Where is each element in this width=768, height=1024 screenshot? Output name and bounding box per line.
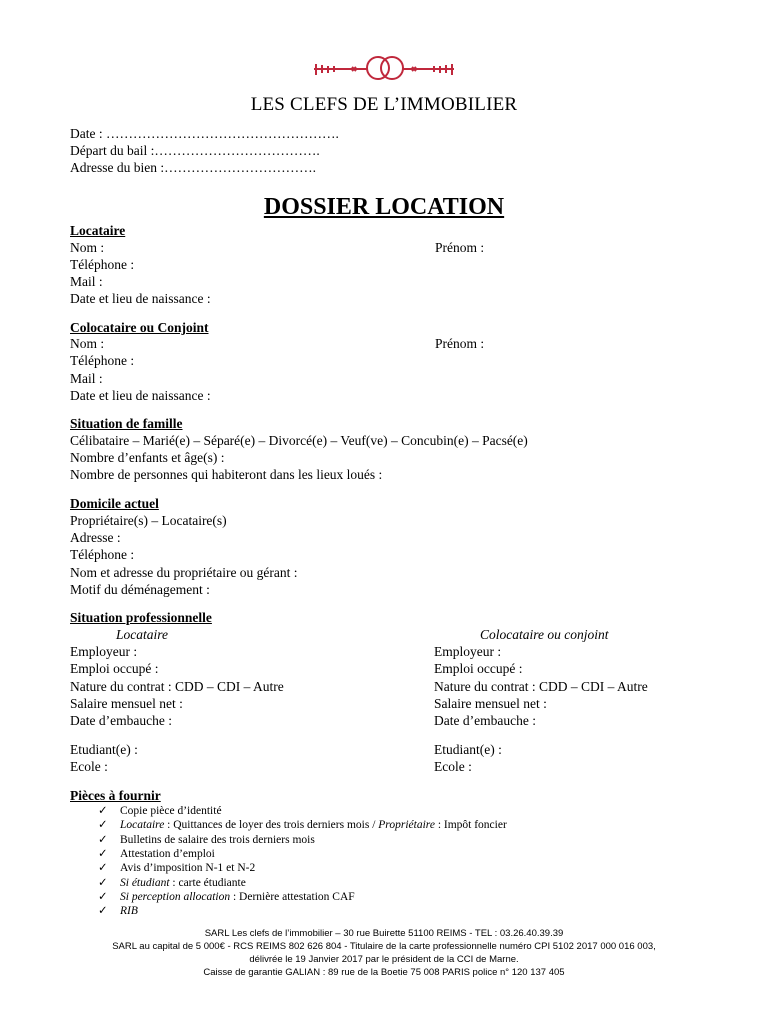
locataire-nom: Nom : (70, 240, 105, 255)
section-heading-colocataire: Colocataire ou Conjoint (70, 320, 209, 335)
piece-item (98, 890, 355, 904)
company-logo (312, 52, 456, 82)
colocataire-prenom: Prénom : (435, 336, 485, 351)
pro-left-contrat: Nature du contrat : CDD – CDI – Autre (70, 679, 284, 694)
domicile-adresse: Adresse : (70, 530, 121, 545)
famille-options: Célibataire – Marié(e) – Séparé(e) – Divorcé(e) – Veuf(ve) – Concubin(e) – Pacsé(e) (70, 433, 528, 448)
pro-right-embauche: Date d’embauche : (434, 713, 536, 728)
locataire-prenom: Prénom : (435, 240, 485, 255)
footer-line-3: délivrée le 19 Janvier 2017 par le président de la CCI de Marne. (249, 954, 519, 965)
piece-item (98, 804, 222, 818)
checkmark-icon: ✓ (98, 862, 108, 875)
pro-left-salaire: Salaire mensuel net : (70, 696, 183, 711)
piece-item-text: Attestation d’emploi (120, 847, 215, 860)
pro-right-ecole: Ecole : (434, 759, 472, 774)
domicile-proprietaire: Nom et adresse du propriétaire ou gérant : (70, 565, 298, 580)
date-field: Date : ……………………………………………. (70, 126, 339, 141)
colocataire-telephone: Téléphone : (70, 353, 135, 368)
company-name: LES CLEFS DE L’IMMOBILIER (250, 94, 518, 115)
piece-item (98, 847, 215, 861)
piece-item-label-italic: Si perception allocation (120, 890, 231, 903)
pro-right-salaire: Salaire mensuel net : (434, 696, 547, 711)
pro-left-etudiant: Etudiant(e) : (70, 742, 138, 757)
checkmark-icon: ✓ (98, 876, 108, 889)
lease-start-field: Départ du bail :………………………………. (70, 143, 320, 158)
piece-item-text: Avis d’imposition N-1 et N-2 (120, 862, 256, 875)
locataire-naissance: Date et lieu de naissance : (70, 291, 211, 306)
pro-left-employeur: Employeur : (70, 644, 138, 659)
colocataire-mail: Mail : (70, 371, 103, 386)
piece-item-text: : Quittances de loyer des trois derniers mois / (164, 819, 379, 832)
section-heading-pieces: Pièces à fournir (70, 788, 161, 803)
piece-item (98, 876, 246, 890)
famille-personnes: Nombre de personnes qui habiteront dans les lieux loués : (70, 467, 383, 482)
checkmark-icon: ✓ (98, 819, 108, 832)
section-heading-famille: Situation de famille (70, 416, 183, 431)
domicile-statut: Propriétaire(s) – Locataire(s) (70, 513, 227, 528)
keys-logo-icon (312, 52, 456, 82)
pro-left-ecole: Ecole : (70, 759, 108, 774)
pro-right-employeur: Employeur : (434, 644, 502, 659)
piece-item (98, 818, 507, 832)
piece-item-text: : Dernière attestation CAF (230, 890, 355, 903)
pro-left-emploi: Emploi occupé : (70, 661, 159, 676)
piece-item (98, 833, 315, 847)
checkmark-icon: ✓ (98, 847, 108, 860)
page-title: DOSSIER LOCATION (263, 194, 505, 220)
section-heading-locataire: Locataire (70, 223, 126, 238)
piece-item-label-italic: Propriétaire (378, 819, 435, 832)
piece-item (98, 861, 255, 875)
domicile-telephone: Téléphone : (70, 547, 135, 562)
domicile-motif: Motif du déménagement : (70, 582, 210, 597)
pro-right-contrat: Nature du contrat : CDD – CDI – Autre (434, 679, 648, 694)
checkmark-icon: ✓ (98, 905, 108, 918)
locataire-mail: Mail : (70, 274, 103, 289)
footer-line-4: Caisse de garantie GALIAN : 89 rue de la Boetie 75 008 PARIS police n° 120 137 405 (203, 967, 565, 978)
locataire-telephone: Téléphone : (70, 257, 135, 272)
colocataire-naissance: Date et lieu de naissance : (70, 388, 211, 403)
colocataire-nom: Nom : (70, 336, 105, 351)
piece-item-text: Copie pièce d’identité (120, 805, 222, 817)
pro-col-colocataire: Colocataire ou conjoint (480, 627, 609, 642)
pro-col-locataire: Locataire (116, 627, 168, 642)
checkmark-icon: ✓ (98, 833, 108, 846)
piece-item-text: : carte étudiante (169, 876, 246, 889)
section-heading-domicile: Domicile actuel (70, 496, 159, 511)
piece-item-label-italic: Si étudiant (120, 876, 170, 889)
piece-item-text: : Impôt foncier (434, 819, 507, 832)
piece-item (98, 904, 138, 918)
section-heading-pro: Situation professionnelle (70, 610, 212, 625)
piece-item-label-italic: Locataire (120, 819, 165, 832)
famille-enfants: Nombre d’enfants et âge(s) : (70, 450, 225, 465)
property-address-field: Adresse du bien :……………………………. (70, 160, 316, 175)
piece-item-text: Bulletins de salaire des trois derniers mois (120, 833, 315, 846)
pro-right-etudiant: Etudiant(e) : (434, 742, 502, 757)
checkmark-icon: ✓ (98, 890, 108, 903)
checkmark-icon: ✓ (98, 805, 108, 817)
footer-line-1: SARL Les clefs de l’immobilier – 30 rue Buirette 51100 REIMS - TEL : 03.26.40.39.39 (204, 928, 564, 939)
pro-right-emploi: Emploi occupé : (434, 661, 523, 676)
piece-item-label-italic: RIB (120, 905, 138, 918)
pro-left-embauche: Date d’embauche : (70, 713, 172, 728)
footer-line-2: SARL au capital de 5 000€ - RCS REIMS 802 626 804 - Titulaire de la carte professionnelle numéro CPI 5102 2017 000 016 003, (112, 941, 656, 952)
